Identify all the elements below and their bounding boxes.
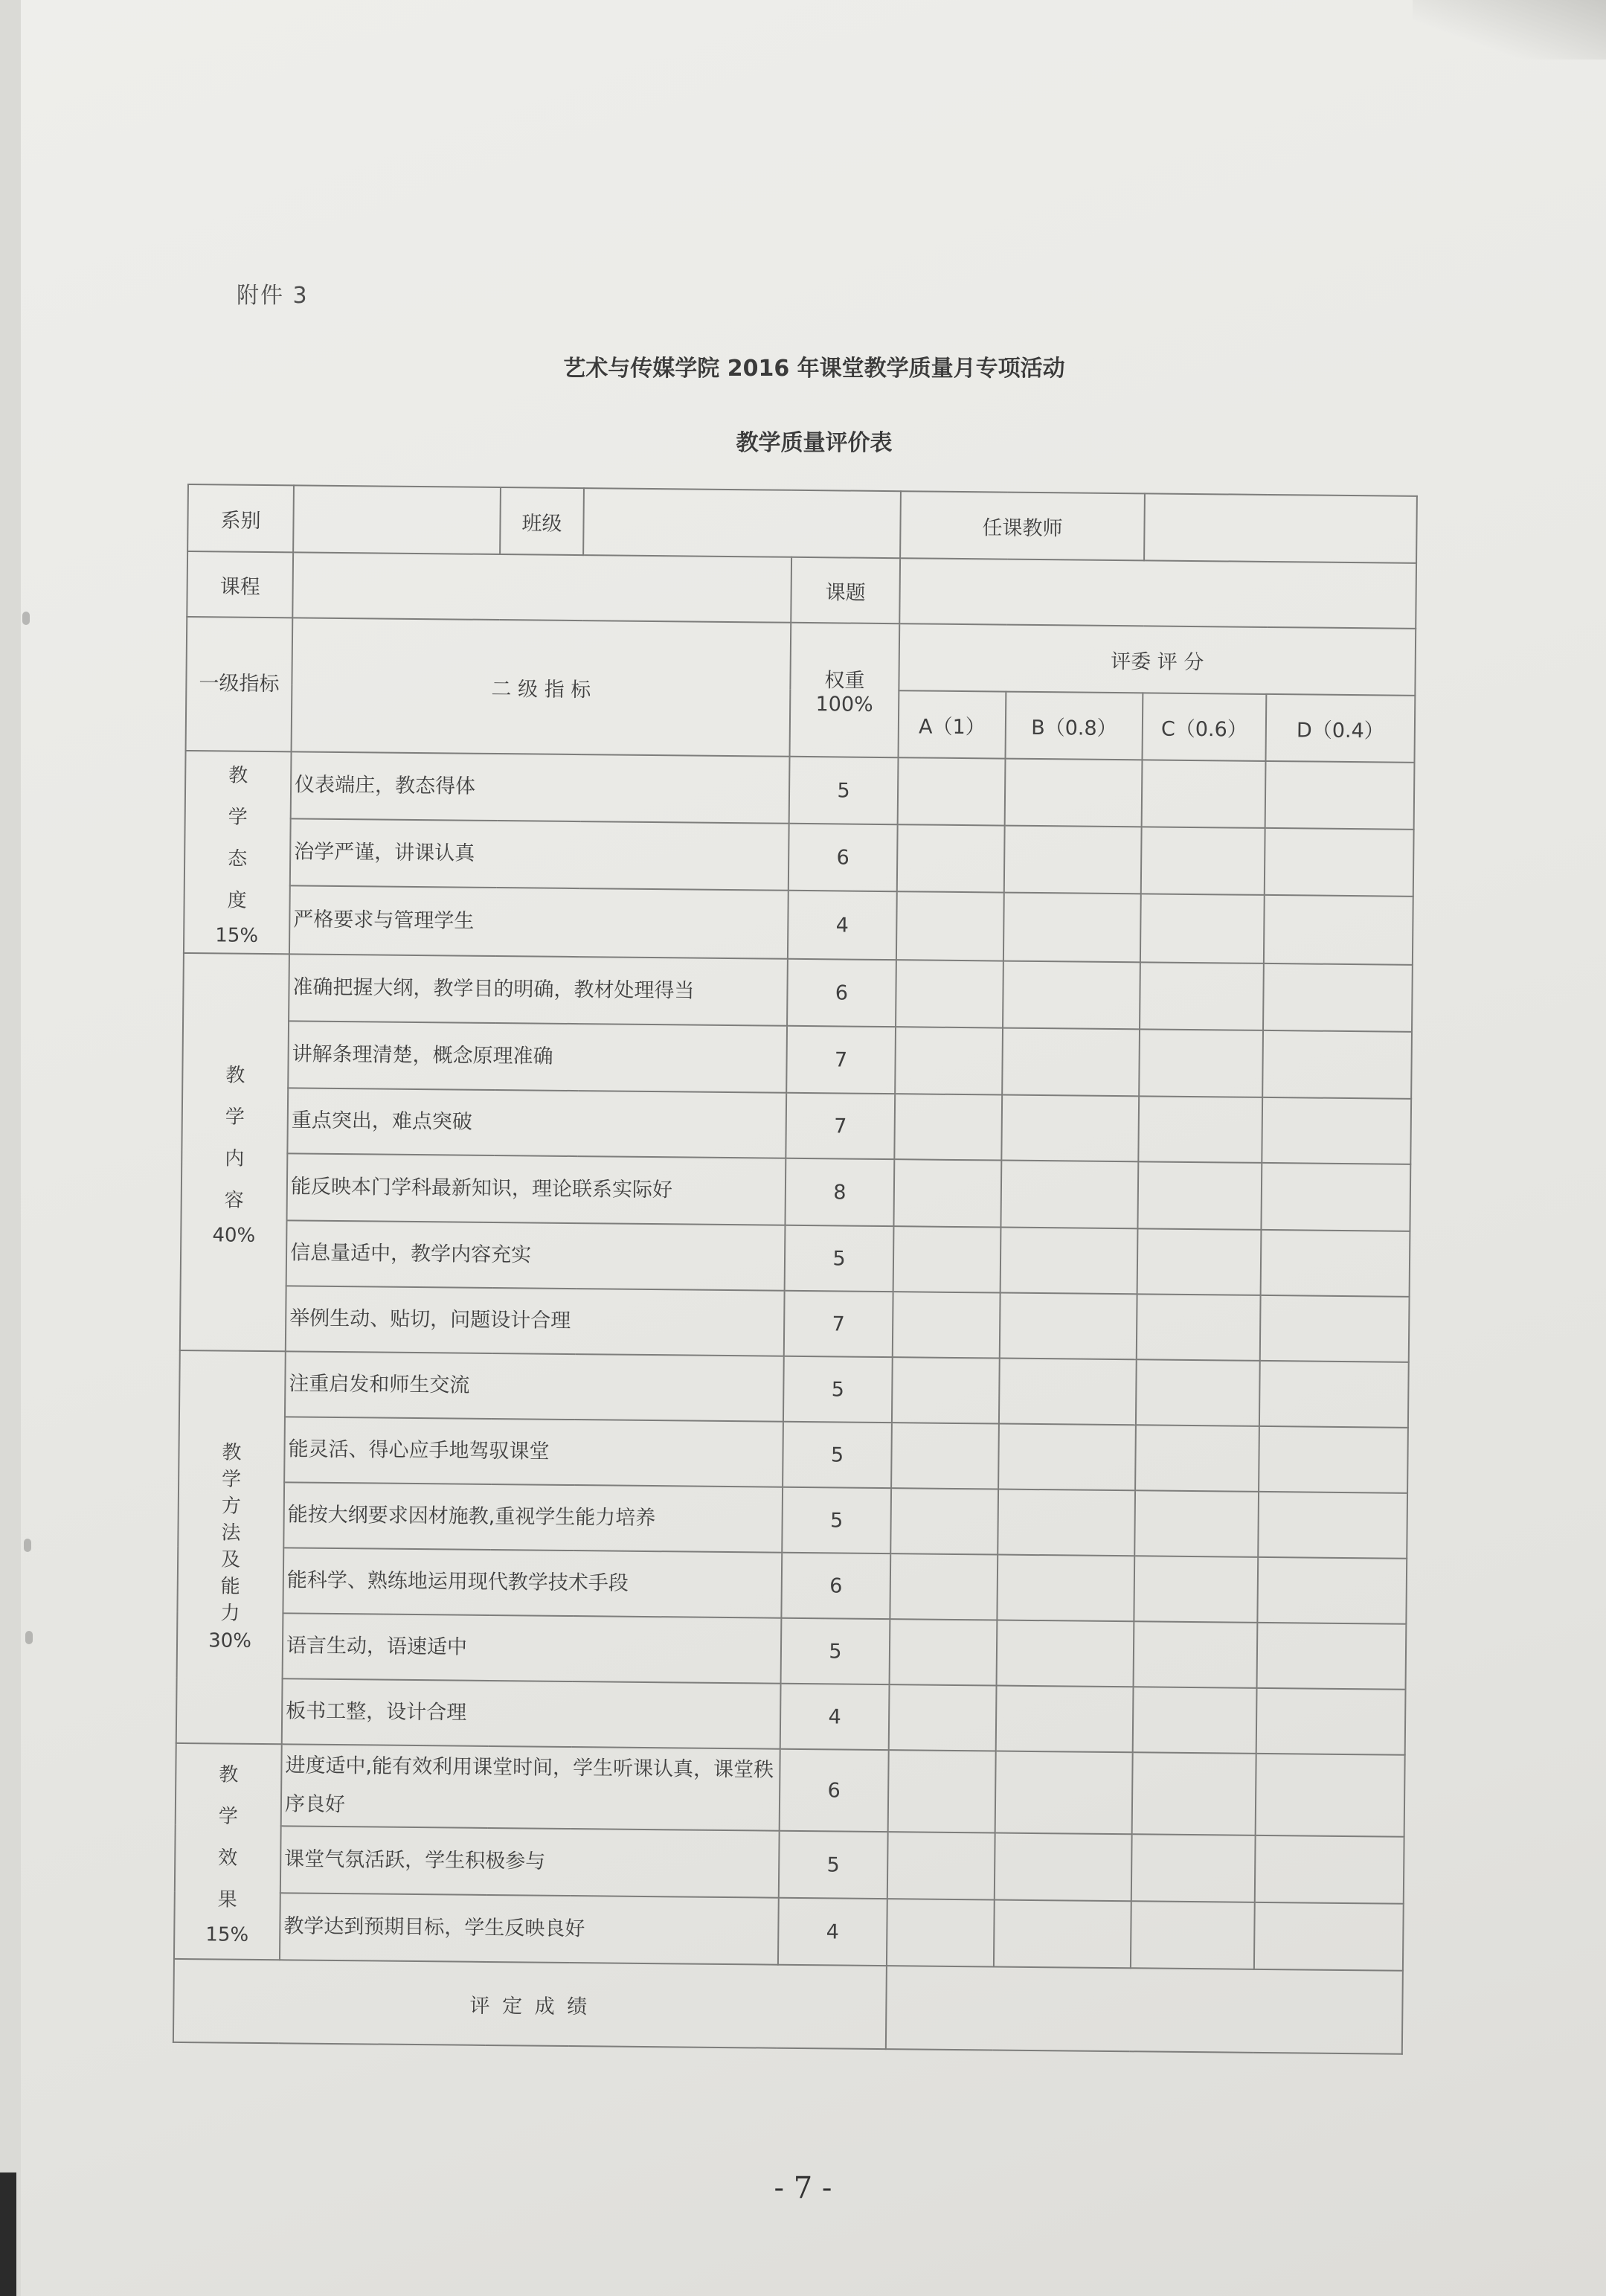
level1-indicator [176, 1350, 286, 1744]
score-cell-a[interactable] [887, 1832, 995, 1899]
level1-indicator-weight: 15% [205, 1923, 249, 1946]
level2-indicator: 严格要求与管理学生 [289, 885, 788, 958]
level2-indicator: 准确把握大纲，教学目的明确，教材处理得当 [289, 954, 788, 1025]
indicator-row [182, 1087, 1411, 1164]
grade-d-header: D（0.4） [1265, 694, 1415, 763]
weight-header: 权重 100% [790, 623, 900, 757]
level1-indicator-weight: 30% [208, 1629, 252, 1652]
indicator-row [180, 1285, 1410, 1362]
grade-b-header: B（0.8） [1006, 692, 1143, 760]
level2-indicator: 能科学、熟练地运用现代教学技术手段 [283, 1548, 782, 1617]
level1-indicator-weight: 40% [212, 1224, 256, 1247]
indicator-weight: 7 [786, 1093, 895, 1159]
score-cell-a[interactable] [893, 1292, 1000, 1358]
indicator-row [175, 1825, 1404, 1904]
level2-indicator: 注重启发和师生交流 [285, 1351, 784, 1421]
score-cell-c[interactable] [1132, 1752, 1256, 1835]
score-cell-d[interactable] [1261, 1163, 1410, 1231]
score-cell-c[interactable] [1133, 1687, 1257, 1754]
level2-indicator: 讲解条理清楚，概念原理准确 [288, 1021, 787, 1092]
class-label: 班级 [500, 487, 584, 555]
indicator-row [184, 818, 1414, 897]
evaluation-table [173, 484, 1418, 2055]
score-cell-b[interactable] [1000, 1161, 1138, 1229]
score-cell-a[interactable] [891, 1423, 999, 1489]
indicator-weight: 5 [789, 757, 899, 824]
score-cell-d[interactable] [1259, 1426, 1408, 1493]
level1-header: 一级指标 [186, 617, 293, 751]
score-cell-b[interactable] [994, 1900, 1131, 1969]
indicator-row [177, 1612, 1407, 1690]
score-cell-b[interactable] [1000, 1228, 1138, 1295]
score-cell-d[interactable] [1255, 1835, 1404, 1904]
score-cell-c[interactable] [1136, 1359, 1260, 1426]
level2-indicator: 举例生动、贴切，问题设计合理 [286, 1286, 785, 1356]
indicator-weight: 4 [788, 891, 897, 960]
score-cell-c[interactable] [1131, 1834, 1256, 1902]
level2-indicator: 教学达到预期目标，学生反映良好 [280, 1893, 779, 1964]
dept-field[interactable] [293, 485, 501, 554]
score-cell-d[interactable] [1258, 1492, 1407, 1559]
level2-indicator: 重点突出，难点突破 [287, 1088, 786, 1158]
header-row-course [187, 551, 1416, 629]
level2-header: 二 级 指 标 [292, 618, 791, 756]
punch-hole [22, 612, 30, 625]
score-cell-a[interactable] [893, 1226, 1001, 1292]
indicator-row [185, 751, 1415, 830]
indicator-row [182, 1152, 1411, 1231]
score-cell-c[interactable] [1140, 962, 1264, 1030]
score-cell-b[interactable] [1002, 1028, 1140, 1097]
indicator-weight: 5 [782, 1487, 891, 1553]
level1-indicator-name: 教学效果 [217, 1763, 239, 1911]
form-title: 教学质量评价表 [736, 430, 893, 456]
score-cell-a[interactable] [897, 824, 1005, 892]
level2-indicator: 能按大纲要求因材施教,重视学生能力培养 [283, 1482, 783, 1552]
score-cell-c[interactable] [1137, 1294, 1261, 1361]
judges-header: 评委 评 分 [899, 623, 1416, 696]
score-cell-d[interactable] [1261, 1230, 1410, 1297]
score-cell-d[interactable] [1260, 1295, 1410, 1362]
teacher-label: 任课教师 [900, 491, 1145, 560]
score-cell-a[interactable] [893, 1159, 1001, 1227]
indicator-weight: 5 [783, 1422, 892, 1488]
final-grade-label: 评 定 成 绩 [173, 1959, 887, 2049]
score-cell-a[interactable] [890, 1553, 998, 1620]
header-row-dept [187, 484, 1417, 563]
indicator-row [178, 1481, 1407, 1559]
score-cell-c[interactable] [1142, 760, 1266, 828]
indicator-weight: 6 [780, 1749, 889, 1832]
grade-a-header: A（1） [899, 690, 1006, 758]
indicator-weight: 4 [778, 1898, 887, 1966]
score-cell-c[interactable] [1140, 894, 1265, 963]
score-cell-d[interactable] [1256, 1688, 1406, 1755]
score-cell-a[interactable] [892, 1357, 1000, 1423]
score-cell-c[interactable] [1131, 1901, 1255, 1969]
header-row-indicators [186, 617, 1416, 696]
level1-indicator-weight: 15% [215, 924, 259, 947]
indicator-weight: 5 [779, 1831, 888, 1899]
paper-shadow [1413, 0, 1606, 60]
score-cell-b[interactable] [1004, 826, 1142, 894]
topic-label: 课题 [791, 557, 900, 623]
score-cell-b[interactable] [1003, 893, 1141, 963]
score-cell-d[interactable] [1256, 1754, 1405, 1837]
topic-field[interactable] [899, 558, 1416, 629]
score-cell-c[interactable] [1135, 1425, 1259, 1492]
level1-indicator [184, 751, 292, 954]
indicator-row [176, 1743, 1405, 1837]
score-cell-a[interactable] [895, 1027, 1003, 1094]
indicator-row [177, 1547, 1407, 1624]
score-cell-c[interactable] [1139, 1029, 1263, 1097]
indicator-row [184, 885, 1413, 965]
indicator-weight: 7 [784, 1291, 893, 1357]
score-cell-d[interactable] [1262, 1030, 1412, 1099]
score-cell-d[interactable] [1264, 895, 1413, 965]
score-cell-b[interactable] [1000, 1293, 1137, 1360]
annex-label: 附件 3 [237, 283, 309, 309]
level1-indicator-name: 教学态度 [227, 764, 248, 912]
level1-indicator-name: 教学内容 [224, 1064, 245, 1212]
course-label: 课程 [187, 551, 293, 618]
score-cell-d[interactable] [1265, 761, 1415, 830]
level1-indicator-name: 教学方法及能力 [220, 1441, 242, 1625]
punch-hole [25, 1631, 33, 1644]
final-grade-field[interactable] [886, 1966, 1403, 2054]
score-cell-d[interactable] [1265, 828, 1414, 897]
score-cell-b[interactable] [1003, 961, 1140, 1030]
indicator-weight: 8 [785, 1158, 894, 1226]
dept-label: 系别 [187, 484, 294, 552]
teacher-field[interactable] [1144, 493, 1417, 563]
level2-indicator: 能反映本门学科最新知识，理论联系实际好 [286, 1153, 786, 1225]
score-cell-b[interactable] [995, 1833, 1132, 1902]
page-number: - 7 - [774, 2171, 832, 2205]
score-cell-c[interactable] [1137, 1161, 1262, 1230]
level2-indicator: 进度适中,能有效利用课堂时间，学生听课认真，课堂秩序良好 [281, 1744, 780, 1830]
score-cell-d[interactable] [1263, 963, 1413, 1032]
indicator-weight: 4 [780, 1684, 890, 1750]
score-cell-a[interactable] [896, 891, 1004, 961]
score-cell-c[interactable] [1134, 1556, 1258, 1623]
score-cell-a[interactable] [888, 1750, 996, 1832]
evaluation-form [173, 484, 1416, 2065]
score-cell-c[interactable] [1137, 1228, 1262, 1295]
class-field[interactable] [583, 488, 901, 558]
indicator-weight: 5 [781, 1618, 890, 1684]
score-cell-b[interactable] [995, 1751, 1133, 1835]
score-cell-b[interactable] [1001, 1095, 1139, 1162]
score-cell-d[interactable] [1254, 1902, 1404, 1971]
level2-indicator: 能灵活、得心应手地驾驭课堂 [284, 1417, 783, 1487]
indicator-row [179, 1416, 1408, 1493]
indicator-weight: 6 [788, 824, 898, 891]
score-cell-c[interactable] [1134, 1490, 1259, 1557]
score-cell-a[interactable] [887, 1899, 995, 1966]
indicator-row [183, 953, 1413, 1032]
indicator-row [182, 1020, 1412, 1099]
level2-indicator: 语言生动，语速适中 [283, 1613, 782, 1683]
score-cell-d[interactable] [1257, 1623, 1407, 1690]
score-cell-c[interactable] [1138, 1096, 1262, 1163]
score-cell-a[interactable] [890, 1619, 998, 1685]
score-cell-c[interactable] [1141, 827, 1265, 895]
indicator-row [174, 1892, 1404, 1971]
score-cell-d[interactable] [1262, 1097, 1411, 1164]
score-cell-b[interactable] [997, 1555, 1134, 1622]
score-cell-b[interactable] [1005, 759, 1143, 827]
score-cell-b[interactable] [998, 1424, 1136, 1491]
score-cell-b[interactable] [996, 1686, 1134, 1753]
indicator-weight: 5 [783, 1356, 893, 1423]
score-cell-a[interactable] [889, 1684, 997, 1751]
level2-indicator: 板书工整，设计合理 [282, 1678, 781, 1748]
score-cell-d[interactable] [1259, 1361, 1409, 1428]
grade-c-header: C（0.6） [1142, 693, 1266, 761]
course-field[interactable] [292, 552, 791, 622]
indicator-row [179, 1350, 1409, 1428]
level1-indicator [174, 1743, 282, 1960]
score-cell-b[interactable] [997, 1620, 1134, 1687]
level2-indicator: 治学严谨，讲课认真 [290, 818, 789, 890]
score-cell-c[interactable] [1134, 1621, 1258, 1688]
indicator-weight: 5 [785, 1225, 894, 1292]
level2-indicator: 课堂气氛活跃，学生积极参与 [280, 1826, 780, 1897]
indicator-row [181, 1219, 1410, 1297]
indicator-weight: 6 [787, 959, 896, 1027]
indicator-row [176, 1678, 1406, 1755]
level2-indicator: 仪表端庄，教态得体 [291, 751, 790, 823]
score-cell-a[interactable] [894, 1094, 1002, 1160]
document-title: 艺术与传媒学院 2016 年课堂教学质量月专项活动 [563, 356, 1065, 382]
indicator-weight: 6 [781, 1553, 890, 1619]
indicator-weight: 7 [786, 1026, 896, 1094]
punch-hole [24, 1539, 31, 1552]
score-cell-a[interactable] [890, 1488, 998, 1554]
final-grade-row [173, 1959, 1403, 2054]
level2-indicator: 信息量适中，教学内容充实 [286, 1220, 786, 1290]
score-cell-b[interactable] [999, 1359, 1137, 1426]
score-cell-a[interactable] [898, 757, 1006, 825]
score-cell-a[interactable] [896, 960, 1003, 1027]
score-cell-b[interactable] [998, 1489, 1135, 1556]
score-cell-d[interactable] [1257, 1557, 1407, 1624]
level1-indicator [180, 953, 289, 1351]
